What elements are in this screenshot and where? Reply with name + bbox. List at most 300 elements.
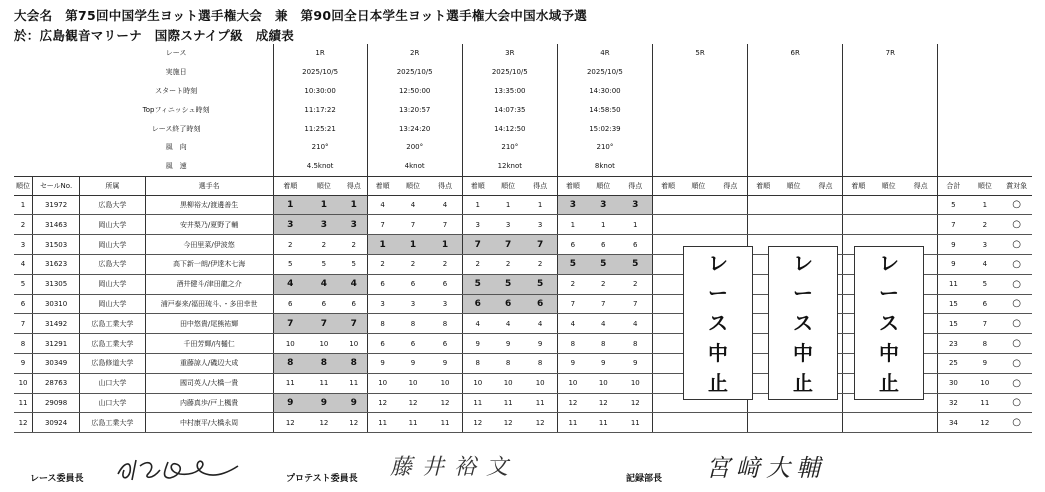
sail-no-cell: 31463 <box>33 215 80 235</box>
points-cell: 10 <box>523 373 557 393</box>
finish-cell: 8 <box>273 353 307 373</box>
finish-cell: 9 <box>557 353 588 373</box>
place-cell: 2 <box>493 254 524 274</box>
blank-race-cell <box>778 195 809 215</box>
col-place: 順位 <box>307 176 341 195</box>
column-header-row <box>14 176 1032 195</box>
col-final-rank: 順位 <box>968 176 1001 195</box>
finish-cell: 4 <box>462 314 493 334</box>
col-finish: 着順 <box>557 176 588 195</box>
points-cell: 11 <box>523 393 557 413</box>
race-info-value: 14:58:50 <box>557 100 652 119</box>
points-cell: 3 <box>341 215 367 235</box>
finish-cell: 6 <box>462 294 493 314</box>
cancelled-char: レ <box>708 251 728 275</box>
sailors-cell: 國司英人/大橋一貴 <box>145 373 273 393</box>
blank-race-cell <box>904 195 938 215</box>
total-cell: 11 <box>938 274 969 294</box>
total-cell: 23 <box>938 334 969 354</box>
col-finish: 着順 <box>748 176 779 195</box>
sail-no-cell: 31291 <box>33 334 80 354</box>
sail-no-cell: 30924 <box>33 413 80 433</box>
cancelled-char: ー <box>708 281 728 305</box>
col-rank: 順位 <box>14 176 33 195</box>
blank-race-cell <box>843 413 874 433</box>
blank-cell <box>938 100 1032 119</box>
place-cell: 11 <box>493 393 524 413</box>
rank-cell: 1 <box>14 195 33 215</box>
total-cell: 7 <box>938 215 969 235</box>
blank-cell <box>14 44 80 63</box>
finish-cell: 2 <box>273 235 307 255</box>
col-place: 順位 <box>873 176 904 195</box>
rank-cell: 5 <box>14 274 33 294</box>
sailors-cell: 酒井健斗/津田龍之介 <box>145 274 273 294</box>
race-heading: 5R <box>652 44 747 63</box>
rank-cell: 11 <box>14 393 33 413</box>
blank-cell <box>14 100 80 119</box>
sailors-cell: 黒柳裕太/渡邊善生 <box>145 195 273 215</box>
place-cell: 8 <box>398 314 429 334</box>
race-info-label: レース <box>80 44 274 63</box>
col-place: 順位 <box>493 176 524 195</box>
race-info-value <box>843 157 938 176</box>
final-rank-cell: 2 <box>968 215 1001 235</box>
race-info-row <box>14 119 1032 138</box>
award-cell: ○ <box>1001 393 1032 413</box>
race-info-value <box>843 138 938 157</box>
points-cell: 8 <box>428 314 462 334</box>
final-rank-cell: 12 <box>968 413 1001 433</box>
points-cell: 6 <box>619 235 653 255</box>
cancelled-char: 止 <box>879 371 899 395</box>
points-cell: 12 <box>428 393 462 413</box>
cancelled-char: レ <box>793 251 813 275</box>
blank-race-cell <box>778 215 809 235</box>
race-heading: 7R <box>843 44 938 63</box>
award-cell: ○ <box>1001 254 1032 274</box>
points-cell: 11 <box>341 373 367 393</box>
race-info-value <box>748 100 843 119</box>
finish-cell: 5 <box>462 274 493 294</box>
final-rank-cell: 1 <box>968 195 1001 215</box>
sailors-cell: 内藤真歩/戸上楓貴 <box>145 393 273 413</box>
finish-cell: 3 <box>367 294 398 314</box>
points-cell: 2 <box>619 274 653 294</box>
points-cell: 6 <box>523 294 557 314</box>
cancelled-char: ー <box>793 281 813 305</box>
blank-race-cell <box>873 195 904 215</box>
blank-cell <box>938 82 1032 101</box>
cancelled-char: 中 <box>879 341 899 365</box>
race-info-value <box>748 82 843 101</box>
rank-cell: 7 <box>14 314 33 334</box>
race-info-value: 14:07:35 <box>462 100 557 119</box>
race-info-row <box>14 138 1032 157</box>
venue-and-class: 於：広島観音マリーナ 国際スナイプ級 成績表 <box>14 28 295 43</box>
total-cell: 5 <box>938 195 969 215</box>
place-cell: 3 <box>588 195 619 215</box>
place-cell: 4 <box>307 274 341 294</box>
race-info-value: 2025/10/5 <box>462 63 557 82</box>
blank-race-cell <box>809 195 843 215</box>
finish-cell: 10 <box>557 373 588 393</box>
race-info-value: 11:17:22 <box>273 100 367 119</box>
place-cell: 4 <box>493 314 524 334</box>
blank-race-cell <box>904 413 938 433</box>
race-info-row <box>14 82 1032 101</box>
points-cell: 2 <box>523 254 557 274</box>
place-cell: 2 <box>588 274 619 294</box>
points-cell: 6 <box>428 274 462 294</box>
col-total: 合計 <box>938 176 969 195</box>
blank-race-cell <box>652 235 683 255</box>
finish-cell: 7 <box>462 235 493 255</box>
place-cell: 12 <box>493 413 524 433</box>
race-info-value <box>843 100 938 119</box>
blank-race-cell <box>683 215 714 235</box>
points-cell: 4 <box>341 274 367 294</box>
race-info-value <box>843 63 938 82</box>
club-cell: 岡山大学 <box>80 274 146 294</box>
blank-race-cell <box>683 195 714 215</box>
blank-cell <box>14 157 80 176</box>
points-cell: 5 <box>341 254 367 274</box>
race-info-value: 12:50:00 <box>367 82 462 101</box>
place-cell: 12 <box>398 393 429 413</box>
sail-no-cell: 28763 <box>33 373 80 393</box>
col-points: 得点 <box>904 176 938 195</box>
final-rank-cell: 5 <box>968 274 1001 294</box>
sail-no-cell: 30310 <box>33 294 80 314</box>
finish-cell: 9 <box>462 334 493 354</box>
race-info-label: スタート時刻 <box>80 82 274 101</box>
finish-cell: 2 <box>367 254 398 274</box>
club-cell: 山口大学 <box>80 393 146 413</box>
finish-cell: 5 <box>273 254 307 274</box>
final-rank-cell: 3 <box>968 235 1001 255</box>
rank-cell: 12 <box>14 413 33 433</box>
final-rank-cell: 11 <box>968 393 1001 413</box>
race-info-row <box>14 100 1032 119</box>
sail-no-cell: 31305 <box>33 274 80 294</box>
cancelled-char: 中 <box>708 341 728 365</box>
blank-race-cell <box>904 215 938 235</box>
protest-committee-signature: 藤井裕文 <box>390 455 519 480</box>
col-points: 得点 <box>341 176 367 195</box>
race-info-value: 13:20:57 <box>367 100 462 119</box>
final-rank-cell: 8 <box>968 334 1001 354</box>
col-points: 得点 <box>523 176 557 195</box>
sailors-cell: 今田里菜/伊波悠 <box>145 235 273 255</box>
sail-no-cell: 31503 <box>33 235 80 255</box>
award-cell: ○ <box>1001 294 1032 314</box>
col-finish: 着順 <box>652 176 683 195</box>
club-cell: 岡山大学 <box>80 215 146 235</box>
total-cell: 9 <box>938 235 969 255</box>
blank-race-cell <box>778 413 809 433</box>
award-cell: ○ <box>1001 215 1032 235</box>
blank-race-cell <box>652 274 683 294</box>
points-cell: 8 <box>619 334 653 354</box>
rank-cell: 6 <box>14 294 33 314</box>
table-row <box>14 215 1032 235</box>
race-info-value: 200° <box>367 138 462 157</box>
race-info-value: 4.5knot <box>273 157 367 176</box>
place-cell: 7 <box>588 294 619 314</box>
col-sailors: 選手名 <box>145 176 273 195</box>
race-cancelled-7r <box>854 246 924 400</box>
place-cell: 11 <box>307 373 341 393</box>
finish-cell: 10 <box>273 334 307 354</box>
place-cell: 5 <box>307 254 341 274</box>
race-info-value <box>843 119 938 138</box>
sailors-cell: 重藤諒人/磯辺大成 <box>145 353 273 373</box>
place-cell: 5 <box>493 274 524 294</box>
club-cell: 岡山大学 <box>80 235 146 255</box>
blank-cell <box>14 82 80 101</box>
blank-race-cell <box>873 215 904 235</box>
blank-cell <box>14 119 80 138</box>
award-cell: ○ <box>1001 195 1032 215</box>
place-cell: 3 <box>493 215 524 235</box>
points-cell: 7 <box>523 235 557 255</box>
race-info-label: 風 向 <box>80 138 274 157</box>
club-cell: 広島大学 <box>80 195 146 215</box>
points-cell: 2 <box>428 254 462 274</box>
blank-race-cell <box>652 215 683 235</box>
points-cell: 8 <box>341 353 367 373</box>
points-cell: 3 <box>523 215 557 235</box>
finish-cell: 7 <box>557 294 588 314</box>
race-info-value: 4knot <box>367 157 462 176</box>
place-cell: 8 <box>588 334 619 354</box>
finish-cell: 1 <box>367 235 398 255</box>
finish-cell: 12 <box>367 393 398 413</box>
sailors-cell: 安井梨乃/夏野了輔 <box>145 215 273 235</box>
blank-race-cell <box>714 215 748 235</box>
race-info-label: 風 速 <box>80 157 274 176</box>
place-cell: 5 <box>588 254 619 274</box>
col-sail-no: セールNo. <box>33 176 80 195</box>
table-row <box>14 413 1032 433</box>
place-cell: 7 <box>493 235 524 255</box>
finish-cell: 3 <box>462 215 493 235</box>
finish-cell: 6 <box>367 274 398 294</box>
blank-cell <box>938 119 1032 138</box>
place-cell: 1 <box>493 195 524 215</box>
blank-cell <box>938 157 1032 176</box>
race-heading: 4R <box>557 44 652 63</box>
place-cell: 9 <box>398 353 429 373</box>
sailors-cell: 千田芳輝/内樋仁 <box>145 334 273 354</box>
finish-cell: 10 <box>367 373 398 393</box>
finish-cell: 6 <box>557 235 588 255</box>
blank-race-cell <box>748 195 779 215</box>
sail-no-cell: 31492 <box>33 314 80 334</box>
cancelled-char: 止 <box>793 371 813 395</box>
blank-race-cell <box>652 314 683 334</box>
race-heading: 6R <box>748 44 843 63</box>
race-info-value: 2025/10/5 <box>367 63 462 82</box>
place-cell: 1 <box>307 195 341 215</box>
race-info-row <box>14 157 1032 176</box>
award-cell: ○ <box>1001 353 1032 373</box>
race-info-value: 210° <box>557 138 652 157</box>
finish-cell: 1 <box>557 215 588 235</box>
finish-cell: 10 <box>462 373 493 393</box>
points-cell: 11 <box>619 413 653 433</box>
col-finish: 着順 <box>367 176 398 195</box>
col-finish: 着順 <box>273 176 307 195</box>
finish-cell: 4 <box>367 195 398 215</box>
finish-cell: 1 <box>462 195 493 215</box>
blank-race-cell <box>652 413 683 433</box>
col-club: 所属 <box>80 176 146 195</box>
race-info-value: 2025/10/5 <box>273 63 367 82</box>
race-info-value: 14:30:00 <box>557 82 652 101</box>
blank-race-cell <box>873 413 904 433</box>
finish-cell: 12 <box>273 413 307 433</box>
finish-cell: 4 <box>273 274 307 294</box>
finish-cell: 11 <box>557 413 588 433</box>
blank-race-cell <box>843 195 874 215</box>
place-cell: 7 <box>307 314 341 334</box>
cancelled-char: 止 <box>708 371 728 395</box>
club-cell: 広島修道大学 <box>80 353 146 373</box>
finish-cell: 11 <box>367 413 398 433</box>
place-cell: 9 <box>307 393 341 413</box>
table-row <box>14 195 1032 215</box>
total-cell: 9 <box>938 254 969 274</box>
place-cell: 11 <box>588 413 619 433</box>
finish-cell: 8 <box>462 353 493 373</box>
finish-cell: 11 <box>273 373 307 393</box>
col-finish: 着順 <box>462 176 493 195</box>
place-cell: 4 <box>588 314 619 334</box>
race-info-value <box>748 157 843 176</box>
points-cell: 9 <box>428 353 462 373</box>
rank-cell: 9 <box>14 353 33 373</box>
place-cell: 6 <box>307 294 341 314</box>
finish-cell: 4 <box>557 314 588 334</box>
race-committee-signature <box>110 452 260 486</box>
rank-cell: 8 <box>14 334 33 354</box>
race-heading: 1R <box>273 44 367 63</box>
race-info-value <box>748 63 843 82</box>
race-info-value: 10:30:00 <box>273 82 367 101</box>
blank-cell <box>14 138 80 157</box>
blank-race-cell <box>652 195 683 215</box>
blank-cell <box>938 63 1032 82</box>
finish-cell: 6 <box>367 334 398 354</box>
finish-cell: 8 <box>557 334 588 354</box>
race-info-value: 14:12:50 <box>462 119 557 138</box>
place-cell: 1 <box>588 215 619 235</box>
rank-cell: 3 <box>14 235 33 255</box>
race-cancelled-5r <box>683 246 753 400</box>
race-info-value: 13:35:00 <box>462 82 557 101</box>
finish-cell: 3 <box>273 215 307 235</box>
club-cell: 山口大学 <box>80 373 146 393</box>
total-cell: 25 <box>938 353 969 373</box>
records-head-label: 記録部長 <box>626 474 663 484</box>
blank-race-cell <box>652 353 683 373</box>
place-cell: 3 <box>398 294 429 314</box>
cancelled-char: 中 <box>793 341 813 365</box>
points-cell: 4 <box>619 314 653 334</box>
finish-cell: 11 <box>462 393 493 413</box>
points-cell: 7 <box>428 215 462 235</box>
place-cell: 10 <box>493 373 524 393</box>
blank-race-cell <box>748 413 779 433</box>
place-cell: 1 <box>398 235 429 255</box>
points-cell: 8 <box>523 353 557 373</box>
blank-race-cell <box>809 413 843 433</box>
race-info-label: レース終了時刻 <box>80 119 274 138</box>
points-cell: 6 <box>428 334 462 354</box>
race-info-value <box>652 100 747 119</box>
points-cell: 3 <box>619 195 653 215</box>
place-cell: 11 <box>398 413 429 433</box>
blank-race-cell <box>714 413 748 433</box>
finish-cell: 3 <box>557 195 588 215</box>
total-cell: 15 <box>938 294 969 314</box>
race-heading: 3R <box>462 44 557 63</box>
race-info-value: 15:02:39 <box>557 119 652 138</box>
finish-cell: 5 <box>557 254 588 274</box>
blank-cell <box>938 44 1032 63</box>
total-cell: 30 <box>938 373 969 393</box>
col-award: 賞対象 <box>1001 176 1032 195</box>
sail-no-cell: 30349 <box>33 353 80 373</box>
race-info-value: 2025/10/5 <box>557 63 652 82</box>
award-cell: ○ <box>1001 314 1032 334</box>
race-info-value: 13:24:20 <box>367 119 462 138</box>
race-info-label: 実施日 <box>80 63 274 82</box>
col-points: 得点 <box>619 176 653 195</box>
points-cell: 7 <box>341 314 367 334</box>
sailors-cell: 田中悠貴/尾熊祐輝 <box>145 314 273 334</box>
finish-cell: 1 <box>273 195 307 215</box>
finish-cell: 7 <box>273 314 307 334</box>
club-cell: 広島工業大学 <box>80 314 146 334</box>
cancelled-char: ス <box>708 311 728 335</box>
race-info-row <box>14 63 1032 82</box>
rank-cell: 4 <box>14 254 33 274</box>
award-cell: ○ <box>1001 373 1032 393</box>
race-info-value: 210° <box>462 138 557 157</box>
col-points: 得点 <box>714 176 748 195</box>
blank-race-cell <box>683 413 714 433</box>
place-cell: 9 <box>493 334 524 354</box>
finish-cell: 6 <box>273 294 307 314</box>
place-cell: 6 <box>398 334 429 354</box>
cancelled-char: ー <box>879 281 899 305</box>
race-info-value: 12knot <box>462 157 557 176</box>
blank-race-cell <box>652 393 683 413</box>
race-cancelled-6r <box>768 246 838 400</box>
race-info-row <box>14 44 1032 63</box>
col-place: 順位 <box>398 176 429 195</box>
place-cell: 6 <box>398 274 429 294</box>
col-place: 順位 <box>778 176 809 195</box>
points-cell: 10 <box>619 373 653 393</box>
finish-cell: 2 <box>462 254 493 274</box>
place-cell: 12 <box>588 393 619 413</box>
finish-cell: 8 <box>367 314 398 334</box>
award-cell: ○ <box>1001 413 1032 433</box>
